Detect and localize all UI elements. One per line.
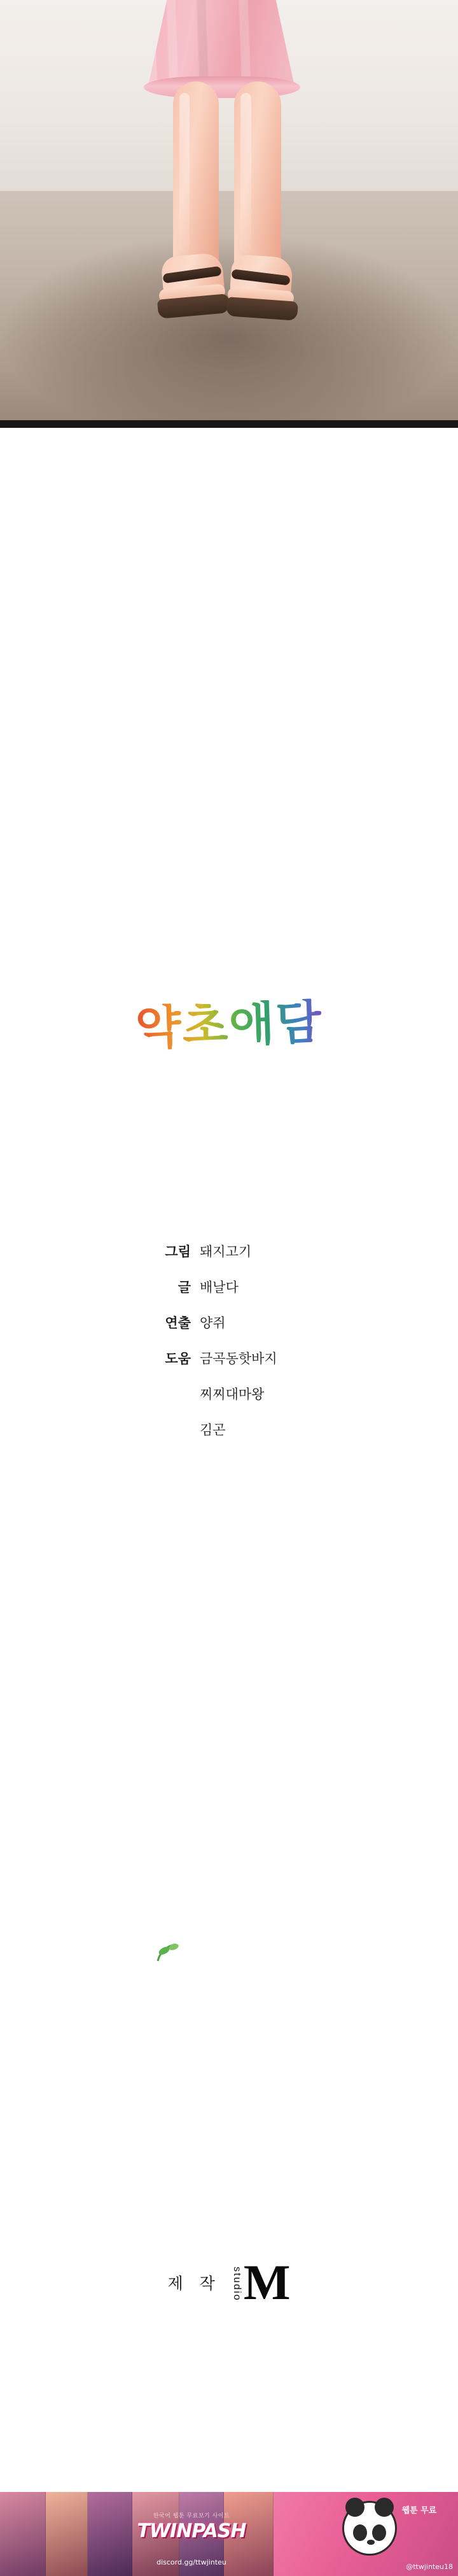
studio-credit [0, 2241, 458, 2324]
title-text: 약초애담 [134, 994, 324, 1056]
banner-handle[interactable]: @ttwjinteu18 [406, 2563, 453, 2571]
credit-row [0, 1420, 458, 1439]
panda-ear-left [345, 2498, 364, 2517]
leg-highlight [179, 93, 190, 253]
panda-eye-left [353, 2524, 367, 2541]
banner-right-text: 웹툰 무료 [401, 2506, 437, 2516]
collage-tile [46, 2492, 88, 2576]
credit-row [0, 1242, 458, 1261]
studio-label: 제 작 [167, 2274, 221, 2293]
banner-title: TWINPASH [137, 2520, 246, 2542]
banner-thumbnail-collage [0, 2492, 274, 2576]
left-leg [173, 81, 219, 272]
sprout-icon [154, 1942, 183, 1964]
dress-skirt [148, 0, 295, 89]
promo-banner[interactable] [0, 2492, 458, 2576]
credit-role: 그림 [165, 1244, 191, 1259]
panda-ear-right [375, 2498, 394, 2517]
banner-right-panel[interactable] [274, 2492, 458, 2576]
credit-name: 배날다 [200, 1280, 239, 1295]
credit-role: 연출 [165, 1315, 191, 1331]
credit-name: 양쥐 [200, 1315, 226, 1331]
credit-name: 찌찌대마왕 [200, 1387, 265, 1402]
credit-name: 돼지고기 [200, 1244, 252, 1259]
studio-mark: M [243, 2254, 291, 2310]
credit-name: 김곤 [200, 1422, 226, 1438]
right-leg [234, 81, 281, 272]
credits-list [0, 1242, 458, 1455]
feet-in-sandals-panel [0, 0, 458, 428]
credit-role: 글 [177, 1280, 191, 1295]
collage-tile [0, 2492, 46, 2576]
credit-row [0, 1348, 458, 1368]
title-logo [0, 968, 458, 1082]
panda-mascot-icon [342, 2501, 397, 2556]
studio-vertical-text: studio [231, 2266, 242, 2302]
leg-highlight [240, 93, 251, 253]
credit-row [0, 1384, 458, 1403]
panda-nose [367, 2540, 375, 2545]
credit-name: 금곡동핫바지 [200, 1351, 277, 1366]
banner-subtitle: 한국어 웹툰 무료보기 사이트 [153, 2513, 230, 2519]
panel-bottom-edge [0, 420, 458, 428]
banner-url[interactable]: discord.gg/ttwjinteu [156, 2558, 226, 2566]
credit-row [0, 1277, 458, 1296]
credit-row [0, 1313, 458, 1332]
panda-eye-right [372, 2524, 386, 2541]
credit-role: 도움 [165, 1351, 191, 1366]
